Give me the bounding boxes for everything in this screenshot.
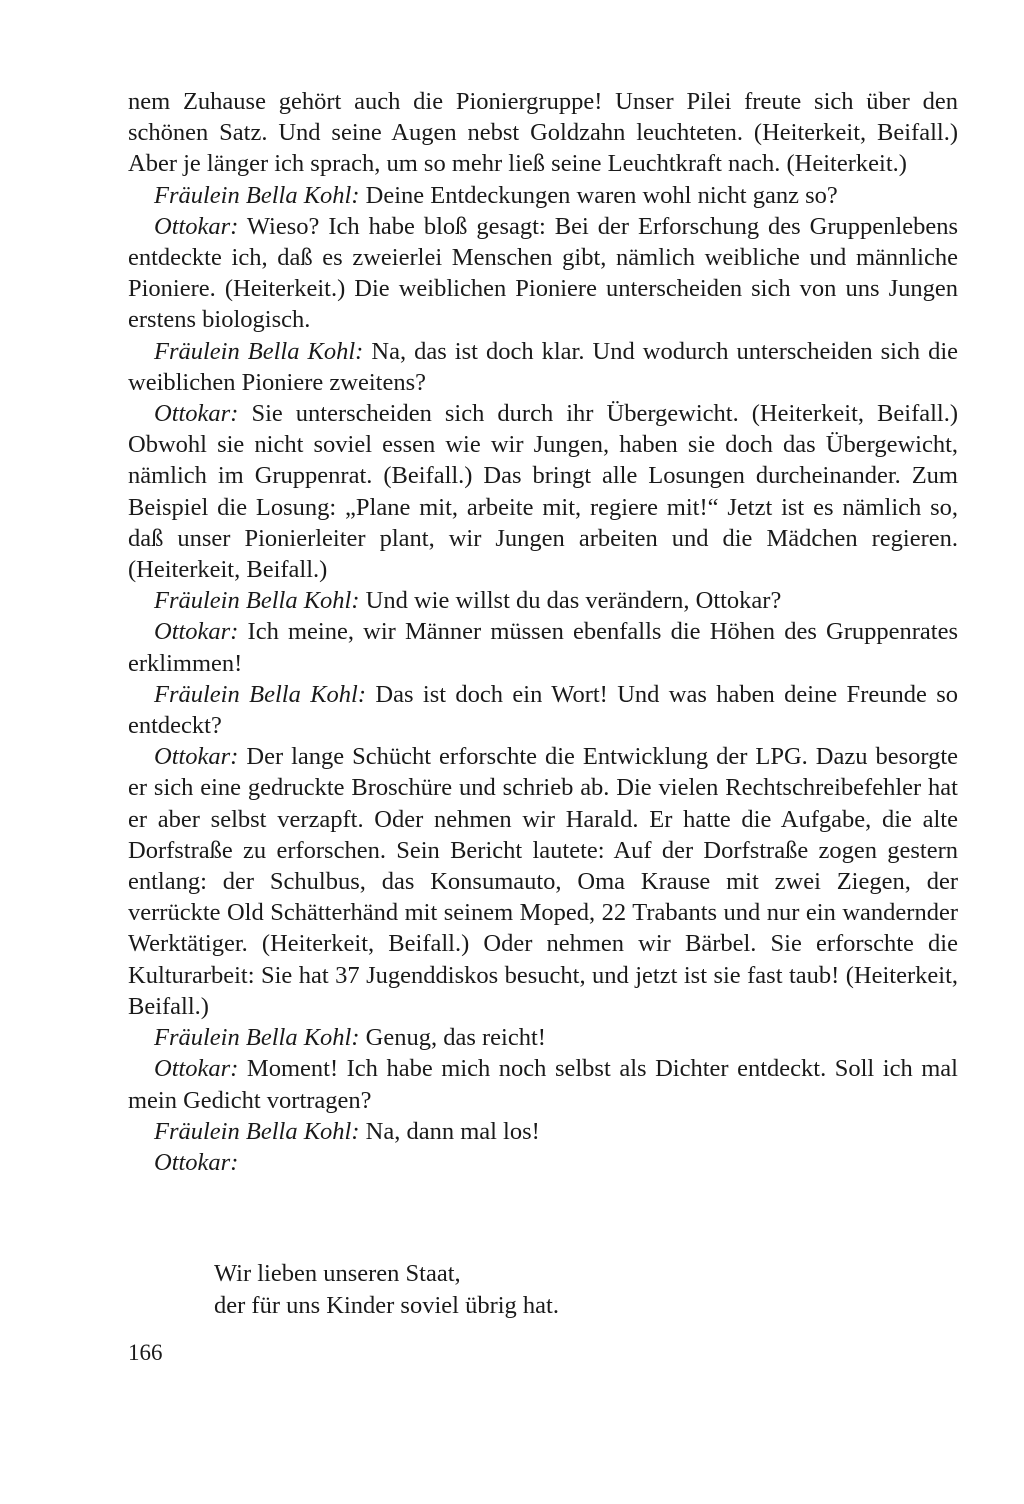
paragraph-text: Na, dann mal los!: [365, 1117, 540, 1145]
speaker-name: Fräulein Bella Kohl:: [154, 587, 360, 615]
paragraph-6: [128, 616, 958, 678]
paragraph-10: [128, 1053, 958, 1115]
poem-line: der für uns Kinder soviel übrig hat.: [214, 1291, 559, 1319]
speaker-name: Ottokar:: [154, 400, 239, 428]
speaker-name: Fräulein Bella Kohl:: [154, 181, 360, 209]
paragraph-1: [128, 180, 958, 211]
poem-line: Wir lieben unseren Staat,: [214, 1260, 461, 1287]
paragraph-text: Moment! Ich habe mich noch selbst als Dichter entdeckt. Soll ich mal mein Gedicht vortragen?: [128, 1055, 958, 1114]
paragraph-text: nem Zuhause gehört auch die Pioniergruppe! Unser Pilei freute sich über den schönen Satz. Und seine Augen nebst Goldzahn leuchteten. (Heiterkeit, Beifall.) Aber je länger ich sprach, um so mehr ließ seine Leuchtkraft nach. (Heiterkeit.): [128, 88, 958, 178]
speaker-name: Fräulein Bella Kohl:: [154, 337, 364, 365]
speaker-name: Fräulein Bella Kohl:: [154, 1117, 360, 1145]
paragraph-3: [128, 336, 958, 398]
speaker-name: Ottokar:: [154, 618, 239, 646]
speaker-name: Fräulein Bella Kohl:: [154, 680, 367, 708]
paragraph-5: [128, 585, 958, 616]
paragraph-text: Genug, das reicht!: [365, 1024, 546, 1052]
speaker-name: Ottokar:: [154, 1055, 239, 1083]
paragraph-text: Der lange Schücht erforschte die Entwicklung der LPG. Dazu besorgte er sich eine gedruckte Broschüre und schrieb ab. Die vielen Rechtschreibefehler hat er aber selbst verzapft. Oder nehmen wir Harald. Er hatte die Aufgabe, die alte Dorfstraße zu erforschen. Sein Bericht lautete: Auf der Dorfstraße zogen gestern entlang: der Schulbus, das Konsumauto, Oma Krause mit zwei Ziegen, der verrückte Old Schätterhänd mit seinem Moped, 22 Trabants und nur ein wandernder Werktätiger. (Heiterkeit, Beifall.) Oder nehmen wir Bärbel. Sie erforschte die Kulturarbeit: Sie hat 37 Jugenddiskos besucht, und jetzt ist sie fast taub! (Heiterkeit, Beifall.): [128, 743, 959, 1020]
speaker-name: Ottokar:: [154, 743, 239, 771]
paragraph-text: Deine Entdeckungen waren wohl nicht ganz so?: [365, 181, 838, 209]
paragraph-text: Und wie willst du das verändern, Ottokar?: [365, 587, 782, 615]
poem: [214, 1258, 559, 1321]
paragraph-9: [128, 1022, 958, 1053]
paragraph-text: Ich meine, wir Männer müssen ebenfalls die Höhen des Gruppenrates erklimmen!: [128, 618, 958, 677]
paragraph-8: [128, 741, 958, 1022]
page-number: 166: [128, 1340, 163, 1365]
speaker-name: Fräulein Bella Kohl:: [154, 1024, 360, 1052]
paragraph-text: Sie unterscheiden sich durch ihr Übergewicht. (Heiterkeit, Beifall.) Obwohl sie nicht soviel essen wie wir Jungen, haben sie doch das Übergewicht, nämlich im Gruppenrat. (Beifall.) Das bringt alle Losungen durcheinander. Zum Beispiel die Losung: „Plane mit, arbeite mit, regiere mit!“ Jetzt ist es nämlich so, daß unser Pionierleiter plant, wir Jungen arbeiten und die Mädchen regieren. (Heiterkeit, Beifall.): [128, 400, 959, 584]
speaker-name: Ottokar:: [154, 1148, 239, 1176]
paragraph-text: Wieso? Ich habe bloß gesagt: Bei der Erforschung des Gruppenlebens entdeckte ich, daß es zweierlei Menschen gibt, nämlich weibliche und männliche Pioniere. (Heiterkeit.) Die weiblichen Pioniere unterscheiden sich von uns Jungen erstens biologisch.: [128, 212, 958, 334]
paragraph-4: [128, 398, 958, 585]
paragraph-11: [128, 1116, 958, 1147]
paragraph-0: [128, 86, 958, 180]
paragraph-text: Das ist doch ein Wort! Und was haben deine Freunde so entdeckt?: [128, 680, 959, 740]
paragraph-12: [128, 1147, 958, 1178]
dialogue-text: [128, 86, 958, 1178]
paragraph-2: [128, 211, 958, 336]
paragraph-7: [128, 679, 958, 741]
paragraph-text: Na, das ist doch klar. Und wodurch unterscheiden sich die weiblichen Pioniere zweitens?: [128, 337, 959, 396]
speaker-name: Ottokar:: [154, 212, 239, 240]
